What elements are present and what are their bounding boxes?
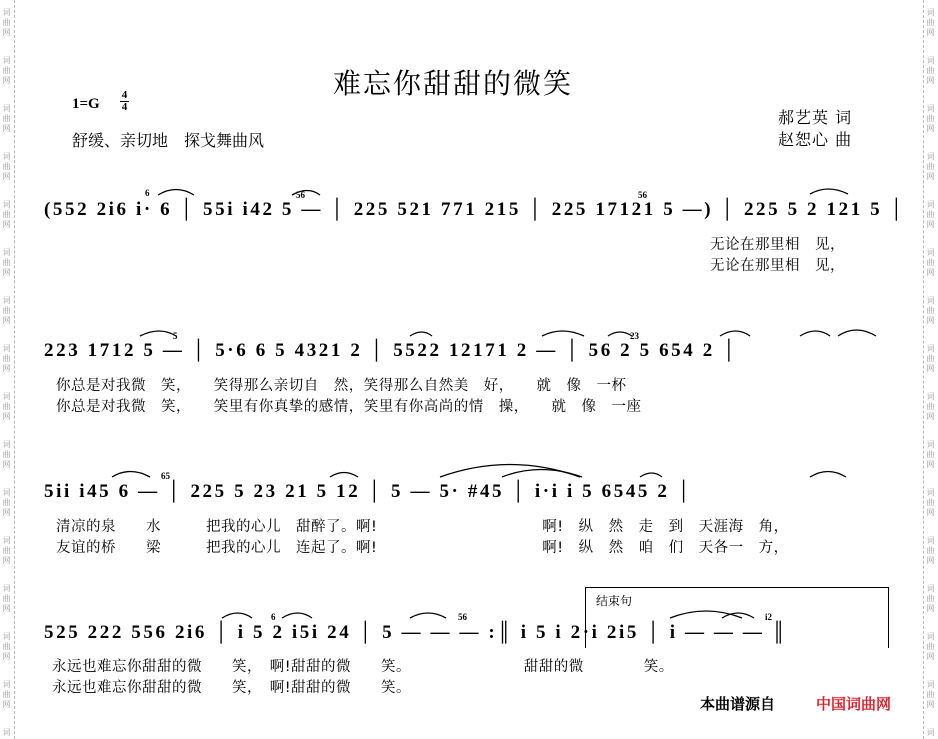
meter-top: 4 (121, 89, 128, 101)
watermark-glyph: 网 (926, 28, 935, 37)
lyric-line-4-verse-1: 永远也难忘你甜甜的微 笑， 啊!甜甜的微 笑。 甜甜的微 笑。 (52, 659, 674, 675)
watermark-glyph: 曲 (2, 642, 11, 651)
watermark-glyph: 网 (926, 76, 935, 85)
lyric-line-1-verse-1: 无论在那里相 见， (710, 237, 845, 253)
watermark-glyph: 网 (2, 28, 11, 37)
watermark-glyph: 词 (2, 248, 11, 257)
watermark-glyph: 网 (2, 76, 11, 85)
watermark-glyph: 网 (2, 700, 11, 709)
ending-phrase-label: 结束句 (596, 594, 633, 608)
svg-text:i2: i2 (765, 612, 773, 622)
key-signature: 1=G (72, 96, 100, 112)
watermark-glyph: 词 (2, 440, 11, 449)
watermark-glyph: 词 (2, 488, 11, 497)
watermark-glyph: 曲 (926, 114, 935, 123)
watermark-glyph: 词 (926, 536, 935, 545)
watermark-glyph: 网 (2, 652, 11, 661)
lyric-line-2-verse-1: 你总是对我微 笑， 笑得那么亲切自 然，笑得那么自然美 好， 就 像 一杯 (56, 378, 627, 394)
watermark-glyph: 词 (2, 680, 11, 689)
watermark-glyph: 词 (926, 728, 935, 737)
score-line-3: 5ii i45 6 — │ 225 5 23 21 5 12 │ 5 — 5· #45 │ i·i i 5 6545 2 │ (44, 481, 693, 502)
watermark-glyph: 网 (2, 124, 11, 133)
watermark-glyph: 曲 (2, 18, 11, 27)
watermark-glyph: 曲 (926, 498, 935, 507)
score-line-1: (552 2i6 i· 6 │ 55i i42 5 — │ 225 521 771 215 │ 225 17121 5 —) │ 225 5 2 121 5 │ (44, 199, 906, 220)
watermark-glyph: 曲 (926, 450, 935, 459)
watermark-glyph: 网 (2, 268, 11, 277)
watermark-glyph: 曲 (2, 546, 11, 555)
watermark-glyph: 网 (2, 508, 11, 517)
watermark-glyph: 网 (926, 604, 935, 613)
footer-site-name: 中国词曲网 (816, 695, 892, 713)
tempo-marking: 舒缓、亲切地 探戈舞曲风 (72, 131, 265, 150)
watermark-glyph: 网 (2, 556, 11, 565)
lyric-line-3-verse-1: 清凉的泉 水 把我的心儿 甜醉了。啊! 啊! 纵 然 走 到 天涯海 角， (56, 519, 789, 535)
watermark-glyph: 曲 (926, 402, 935, 411)
watermark-glyph: 网 (926, 364, 935, 373)
svg-text:23: 23 (630, 331, 639, 341)
watermark-glyph: 网 (2, 316, 11, 325)
watermark-glyph: 词 (926, 488, 935, 497)
watermark-glyph: 词 (926, 632, 935, 641)
watermark-glyph: 词 (926, 392, 935, 401)
watermark-glyph: 词 (2, 392, 11, 401)
watermark-glyph: 曲 (2, 594, 11, 603)
watermark-glyph: 网 (2, 412, 11, 421)
watermark-glyph: 曲 (2, 450, 11, 459)
watermark-glyph: 词 (926, 248, 935, 257)
watermark-glyph: 词 (2, 728, 11, 737)
watermark-glyph: 曲 (926, 66, 935, 75)
watermark-glyph: 词 (926, 584, 935, 593)
watermark-glyph: 网 (2, 172, 11, 181)
watermark-glyph: 词 (926, 200, 935, 209)
watermark-glyph: 曲 (2, 498, 11, 507)
watermark-glyph: 网 (2, 220, 11, 229)
footer-source-label: 本曲谱源自 (700, 695, 776, 713)
svg-text:56: 56 (458, 612, 467, 622)
watermark-glyph: 网 (2, 364, 11, 373)
watermark-glyph: 词 (2, 104, 11, 113)
watermark-glyph: 曲 (926, 690, 935, 699)
meter-bottom: 4 (121, 101, 128, 113)
svg-text:6: 6 (271, 612, 276, 622)
watermark-glyph: 曲 (2, 66, 11, 75)
watermark-glyph: 词 (926, 344, 935, 353)
watermark-glyph: 词 (2, 344, 11, 353)
watermark-glyph: 词 (926, 8, 935, 17)
watermark-glyph: 网 (926, 316, 935, 325)
lyric-line-3-verse-2: 友谊的桥 梁 把我的心儿 连起了。啊! 啊! 纵 然 咱 们 天各一 方， (56, 540, 789, 556)
lyric-line-1-verse-2: 无论在那里相 见， (710, 258, 845, 274)
watermark-glyph: 词 (2, 632, 11, 641)
watermark-glyph: 曲 (926, 306, 935, 315)
lyricist-credit: 郝艺英 词 (778, 108, 853, 127)
song-title: 难忘你甜甜的微笑 (333, 67, 574, 100)
watermark-glyph: 词 (2, 8, 11, 17)
watermark-glyph: 词 (926, 680, 935, 689)
watermark-glyph: 曲 (926, 210, 935, 219)
score-line-4: 525 222 556 2i6 │ i 5 2 i5i 24 │ 5 — — — :║ i 5 i 2·i 2i5 │ i — — — ║ (44, 622, 788, 643)
watermark-glyph: 曲 (926, 642, 935, 651)
watermark-glyph: 网 (926, 460, 935, 469)
watermark-glyph: 词 (2, 536, 11, 545)
watermark-glyph: 曲 (2, 690, 11, 699)
watermark-glyph: 曲 (2, 114, 11, 123)
watermark-glyph: 网 (926, 124, 935, 133)
watermark-glyph: 网 (926, 700, 935, 709)
svg-text:6: 6 (145, 188, 150, 198)
watermark-glyph: 词 (2, 200, 11, 209)
watermark-glyph: 曲 (2, 210, 11, 219)
watermark-glyph: 词 (926, 56, 935, 65)
watermark-glyph: 曲 (926, 354, 935, 363)
watermark-glyph: 曲 (2, 258, 11, 267)
watermark-glyph: 词 (2, 584, 11, 593)
watermark-glyph: 网 (926, 556, 935, 565)
watermark-glyph: 词 (926, 152, 935, 161)
watermark-glyph: 词 (2, 152, 11, 161)
watermark-glyph: 网 (926, 508, 935, 517)
watermark-glyph: 网 (926, 220, 935, 229)
watermark-glyph: 词 (2, 296, 11, 305)
watermark-glyph: 曲 (926, 18, 935, 27)
svg-text:56: 56 (638, 190, 647, 200)
composer-credit: 赵恕心 曲 (778, 130, 853, 149)
score-line-2: 223 1712 5 — │ 5·6 6 5 4321 2 │ 5522 12171 2 — │ 56 2 5 654 2 │ (44, 340, 739, 361)
watermark-glyph: 网 (926, 652, 935, 661)
watermark-glyph: 词 (926, 104, 935, 113)
watermark-glyph: 网 (926, 268, 935, 277)
svg-text:56: 56 (296, 190, 305, 200)
watermark-glyph: 曲 (926, 162, 935, 171)
watermark-glyph: 网 (926, 412, 935, 421)
watermark-glyph: 曲 (2, 162, 11, 171)
lyric-line-2-verse-2: 你总是对我微 笑， 笑里有你真挚的感情，笑里有你高尚的情 操， 就 像 一座 (56, 399, 642, 415)
svg-text:5: 5 (173, 331, 178, 341)
watermark-glyph: 曲 (2, 402, 11, 411)
watermark-glyph: 曲 (926, 258, 935, 267)
watermark-glyph: 曲 (2, 354, 11, 363)
watermark-glyph: 词 (926, 296, 935, 305)
watermark-glyph: 词 (926, 440, 935, 449)
watermark-glyph: 网 (2, 460, 11, 469)
watermark-glyph: 网 (926, 172, 935, 181)
watermark-glyph: 曲 (926, 594, 935, 603)
svg-text:65: 65 (161, 471, 170, 481)
watermark-glyph: 词 (2, 56, 11, 65)
watermark-glyph: 曲 (2, 306, 11, 315)
lyric-line-4-verse-2: 永远也难忘你甜甜的微 笑， 啊!甜甜的微 笑。 (52, 680, 412, 696)
watermark-glyph: 网 (2, 604, 11, 613)
watermark-glyph: 曲 (926, 546, 935, 555)
